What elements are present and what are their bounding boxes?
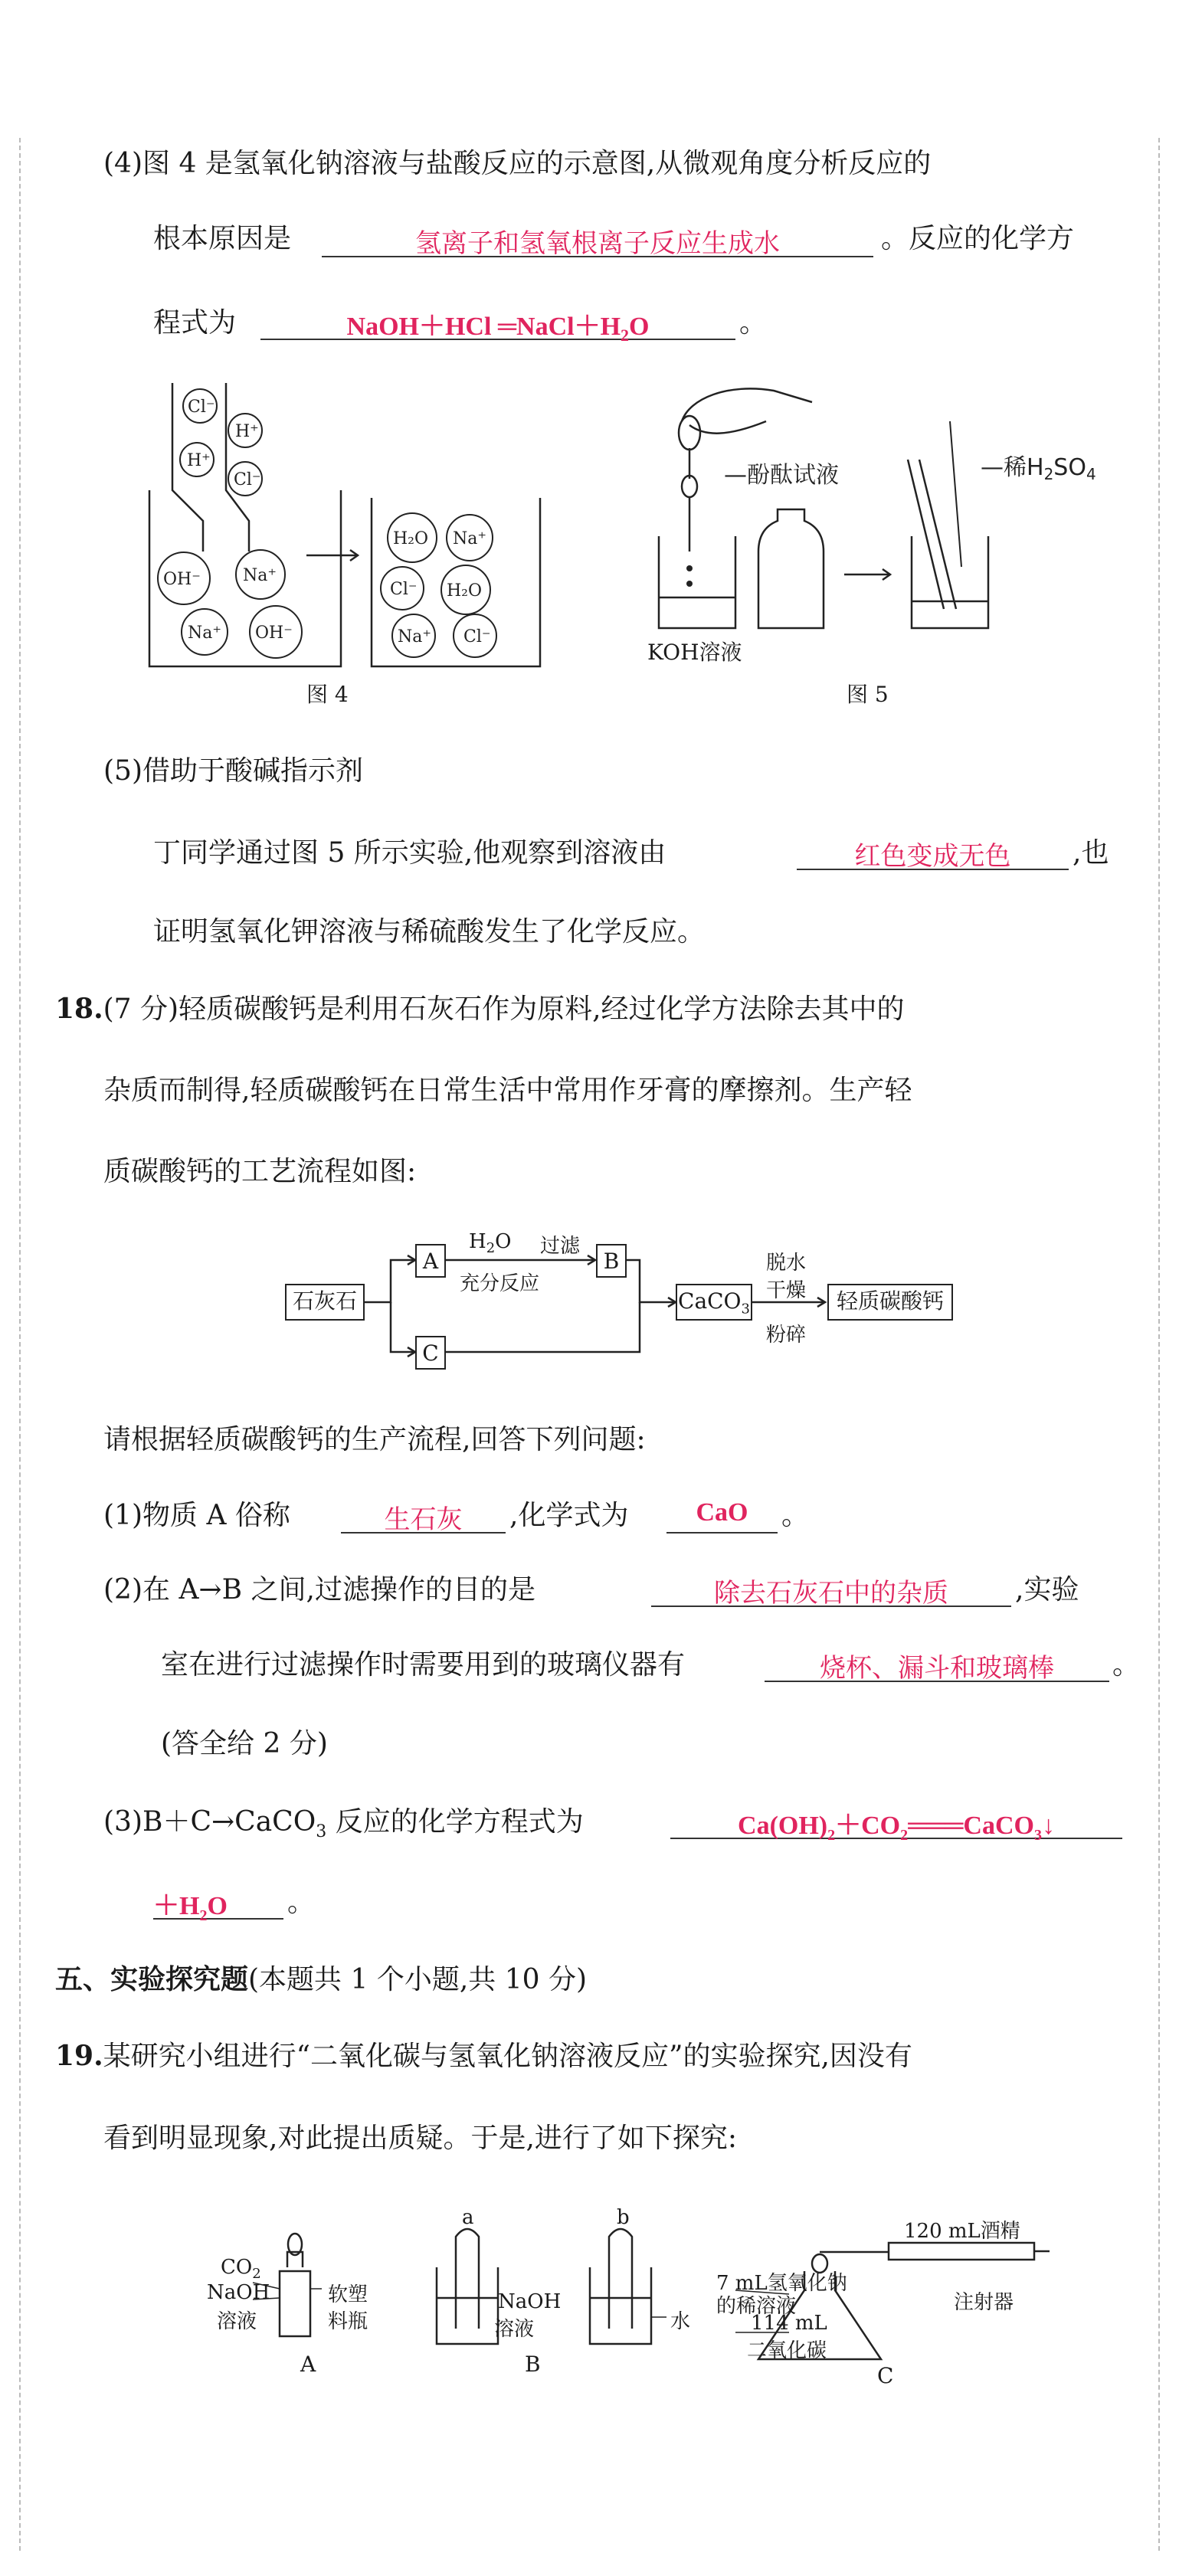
fig-a-bottle	[280, 2271, 310, 2336]
q18-3-answer-2: $+H_2O$	[153, 1892, 228, 1924]
flow-label-h2o: $H_2O$	[469, 1230, 512, 1257]
section5-heading: 五、实验探究题(本题共 1 个小题,共 10 分)	[55, 1963, 588, 1995]
fig5-koh-label: KOH溶液	[647, 640, 742, 665]
fig-a-naoh: NaOH	[207, 2281, 270, 2304]
q17-4-answer-1: 氢离子和氢氧根离子反应生成水	[415, 228, 780, 259]
svg-text:H⁺: H⁺	[187, 451, 211, 470]
fig-a-caption: A	[300, 2352, 316, 2377]
fig-c-co2-vol: 114 mL	[751, 2312, 827, 2335]
flow-label-filter: 过滤	[540, 1235, 581, 1258]
svg-text:H⁺: H⁺	[235, 422, 259, 441]
flow-box-b: B	[596, 1244, 627, 1278]
q18-1-answer-2: CaO	[696, 1498, 748, 1527]
svg-text:Na⁺: Na⁺	[398, 627, 431, 646]
q18-1-prefix: (1)物质 A 俗称	[103, 1500, 290, 1531]
svg-text:OH⁻: OH⁻	[163, 570, 201, 589]
fig-b-naoh: NaOH	[498, 2290, 562, 2313]
svg-text:Na⁺: Na⁺	[243, 566, 277, 585]
q18-1-suffix: 。	[781, 1500, 810, 1531]
q18-1-answer-blank-2[interactable]	[666, 1498, 778, 1533]
fig-b-solution: 溶液	[494, 2318, 535, 2341]
figure-5-caption: 图 5	[847, 682, 889, 707]
svg-text:Cl⁻: Cl⁻	[390, 580, 418, 599]
q18-2-answer-1: 除去石灰石中的杂质	[714, 1578, 948, 1609]
q17-4-line2-prefix: 根本原因是	[153, 223, 292, 254]
q19-line1: 19.某研究小组进行“二氧化碳与氢氧化钠溶液反应”的实验探究,因没有	[55, 2040, 912, 2072]
svg-text:H₂O: H₂O	[447, 581, 483, 601]
q18-2-line2-suffix: 。	[1112, 1649, 1141, 1681]
fig-a-solution: 溶液	[217, 2310, 257, 2333]
fig-a-co2: $CO_2$	[221, 2256, 261, 2283]
q17-5-title: (5)借助于酸碱指示剂	[103, 755, 363, 787]
flow-label-crush: 粉碎	[766, 1324, 807, 1347]
flow-box-c: C	[415, 1336, 446, 1370]
svg-text:OH⁻: OH⁻	[255, 624, 293, 643]
fig-c-co2: 二氧化碳	[747, 2339, 827, 2362]
q18-3-prefix: (3)B＋C→CaCO$_3$ 反应的化学方程式为	[103, 1806, 584, 1842]
fig5-label-h2so4: —稀$H_2SO_4$	[981, 454, 1096, 483]
q17-4-answer-2: NaOH＋HCl $═NaCl+H_2O$	[346, 313, 650, 345]
q18-2-answer-2: 烧杯、漏斗和玻璃棒	[820, 1653, 1054, 1684]
q18-3-suffix: 。	[287, 1887, 316, 1918]
left-margin-line	[19, 138, 21, 2551]
fig-c-syringe-label: 注射器	[954, 2291, 1014, 2314]
svg-text:Cl⁻: Cl⁻	[234, 470, 261, 489]
q18-line2: 杂质而制得,轻质碳酸钙在日常生活中常用作牙膏的摩擦剂。生产轻	[103, 1075, 912, 1106]
q18-3-answer-blank-2[interactable]	[153, 1884, 283, 1924]
q18-2-prefix: (2)在 A→B 之间,过滤操作的目的是	[103, 1574, 535, 1605]
q18-3-answer-blank-1[interactable]	[670, 1804, 1122, 1844]
flow-label-react: 充分反应	[460, 1272, 540, 1295]
svg-text:H₂O: H₂O	[393, 529, 429, 548]
right-margin-line	[1158, 138, 1160, 2551]
flow-box-caco3: CaCO$_3$	[676, 1284, 752, 1321]
fig-a-bottle-label: 料瓶	[328, 2310, 368, 2333]
flow-box-a: A	[415, 1244, 446, 1278]
q18-line3: 质碳酸钙的工艺流程如图:	[103, 1156, 417, 1187]
q17-4-line3-suffix: 。	[739, 307, 768, 339]
q17-4-answer-blank-1[interactable]	[322, 222, 873, 257]
q17-5-line1-prefix: 丁同学通过图 5 所示实验,他观察到溶液由	[153, 837, 666, 869]
q18-2-line2-prefix: 室在进行过滤操作时需要用到的玻璃仪器有	[161, 1649, 686, 1681]
q18-2-suffix1: ,实验	[1015, 1574, 1079, 1605]
q19-line2: 看到明显现象,对此提出质疑。于是,进行了如下探究:	[103, 2123, 738, 2154]
q18-2-note: (答全给 2 分)	[161, 1728, 328, 1759]
figure-4	[126, 375, 555, 697]
q18-2-answer-blank-2[interactable]	[765, 1647, 1109, 1682]
q18-2-answer-blank-1[interactable]	[651, 1572, 1011, 1607]
svg-text:Cl⁻: Cl⁻	[188, 398, 215, 417]
fig-c-dilute: 的稀溶液	[716, 2295, 797, 2318]
fig-b-label-b: b	[617, 2206, 630, 2229]
q17-4-line1: (4)图 4 是氢氧化钠溶液与盐酸反应的示意图,从微观角度分析反应的	[103, 148, 932, 179]
q17-4-answer-blank-2[interactable]	[260, 305, 735, 345]
flow-box-product: 轻质碳酸钙	[827, 1284, 953, 1321]
fig-a-soft-plastic: 软塑	[328, 2283, 368, 2306]
q18-3-answer-1: $Ca(OH)_2+CO_2═══CaCO_3↓$	[738, 1812, 1055, 1844]
q18-line1: 18.(7 分)轻质碳酸钙是利用石灰石作为原料,经过化学方法除去其中的	[55, 993, 905, 1025]
figure-4-caption: 图 4	[306, 682, 349, 707]
svg-text:Cl⁻: Cl⁻	[463, 627, 491, 646]
fig-c-alcohol: 120 mL酒精	[904, 2220, 1020, 2243]
fig-b-water: 水	[670, 2310, 691, 2333]
q17-5-answer: 红色变成无色	[854, 841, 1011, 872]
fig-c-syringe	[889, 2243, 1034, 2260]
flow-label-dehydrate: 脱水	[766, 1252, 807, 1275]
svg-text:Na⁺: Na⁺	[188, 624, 221, 643]
fig5-bottle	[758, 509, 824, 628]
q17-5-answer-blank[interactable]	[797, 835, 1069, 870]
figure-5	[644, 368, 1134, 659]
q18-1-answer-blank-1[interactable]	[341, 1498, 506, 1533]
fig-b-beaker	[437, 2267, 498, 2344]
q18-prompt: 请根据轻质碳酸钙的生产流程,回答下列问题:	[103, 1424, 646, 1455]
q17-5-line1-suffix: ,也	[1073, 837, 1109, 869]
fig5-hand	[682, 388, 812, 421]
svg-text:Na⁺: Na⁺	[453, 529, 486, 548]
fig-b-label-a: a	[462, 2206, 474, 2229]
fig-c-caption: C	[877, 2363, 894, 2388]
fig5-label-phenolphthalein: —酚酞试液	[724, 462, 839, 489]
fig-c-naoh-vol: 7 mL氢氧化钠	[716, 2272, 847, 2295]
q18-1-mid: ,化学式为	[509, 1500, 629, 1531]
q17-5-line2: 证明氢氧化钾溶液与稀硫酸发生了化学反应。	[153, 916, 706, 948]
q17-4-line2-suffix: 。反应的化学方	[881, 223, 1075, 254]
flow-label-dry: 干燥	[766, 1279, 807, 1302]
flow-box-limestone: 石灰石	[285, 1284, 365, 1321]
q18-1-answer-1: 生石灰	[384, 1504, 463, 1535]
q17-4-line3-prefix: 程式为	[153, 307, 237, 339]
fig-b-caption: B	[525, 2352, 541, 2377]
